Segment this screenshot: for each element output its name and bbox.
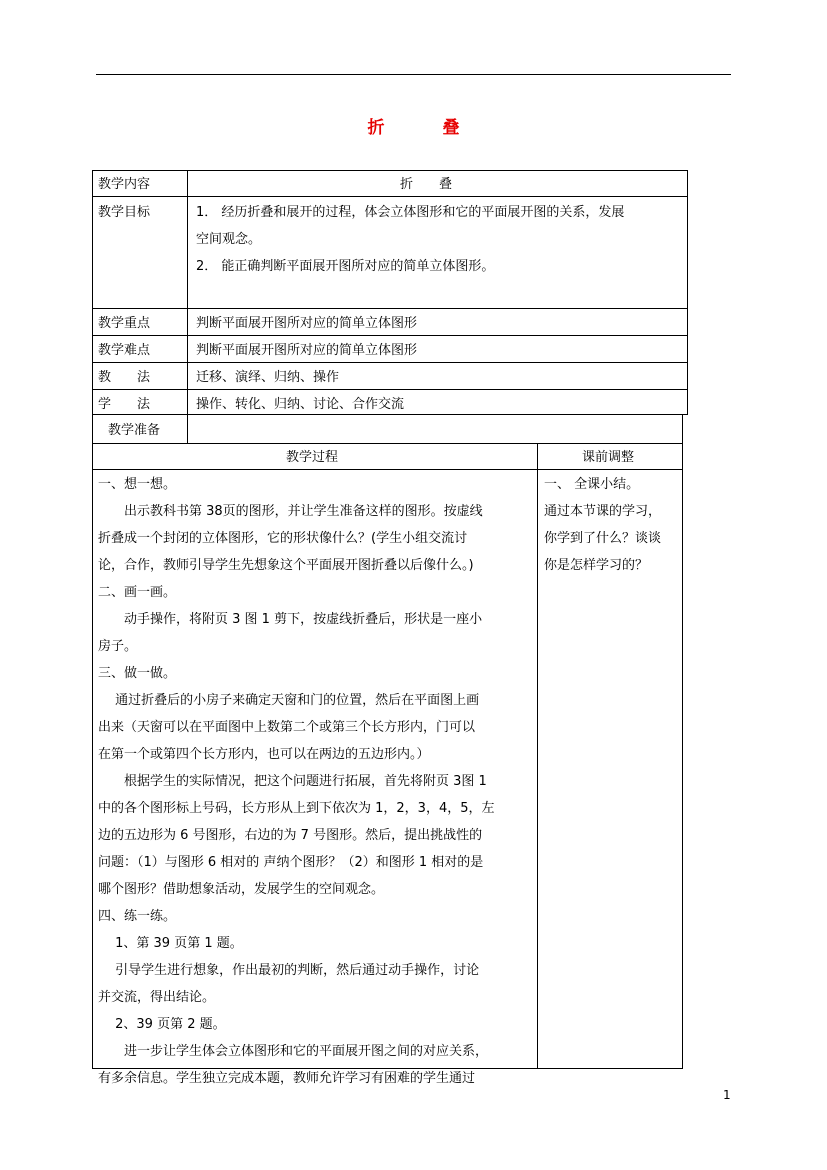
key-value: 判断平面展开图所对应的简单立体图形	[196, 316, 418, 331]
process-line: 折叠成一个封闭的立体图形，它的形状像什么？(学生小组交流讨	[98, 531, 468, 546]
difficulty-label: 教学难点	[98, 343, 151, 358]
process-line: 出示教科书第 38页的图形，并让学生准备这样的图形。按虚线	[98, 504, 483, 519]
title-char-2: 叠	[442, 118, 460, 138]
process-body	[98, 471, 534, 1092]
prep-row	[92, 415, 683, 443]
row-divider	[92, 308, 688, 309]
content-value: 折 叠	[400, 177, 453, 192]
adjust-line: 你是怎样学习的？	[544, 558, 649, 573]
key-label: 教学重点	[98, 316, 151, 331]
process-line: 问题：（1）与图形 6 相对的 声纳个图形？（2）和图形 1 相对的是	[98, 855, 484, 870]
process-line: 并交流，得出结论。	[98, 990, 216, 1005]
process-line: 三、做一做。	[98, 666, 177, 681]
process-line: 四、练一练。	[98, 909, 177, 924]
row-divider	[92, 196, 688, 197]
process-line: 引导学生进行想象，作出最初的判断，然后通过动手操作，讨论	[98, 963, 480, 978]
process-line: 哪个图形？借助想象活动，发展学生的空间观念。	[98, 882, 385, 897]
prep-label: 教学准备	[108, 423, 161, 438]
teaching-method-label: 教 法	[98, 370, 151, 385]
process-line: 根据学生的实际情况，把这个问题进行拓展，首先将附页 3图 1	[98, 774, 487, 789]
page-number: 1	[723, 1088, 731, 1102]
info-table-divider	[187, 170, 188, 415]
process-line: 二、画一画。	[98, 585, 177, 600]
process-line: 一、想一想。	[98, 477, 177, 492]
header-rule	[96, 74, 731, 75]
process-line: 中的各个图形标上号码，长方形从上到下依次为 1，2，3，4，5，左	[98, 801, 495, 816]
goal-line: 2． 能正确判断平面展开图所对应的简单立体图形。	[196, 259, 495, 274]
process-line: 在第一个或第四个长方形内，也可以在两边的五边形内。）	[98, 747, 430, 762]
process-table-divider	[537, 443, 538, 1069]
goals-label: 教学目标	[98, 205, 151, 220]
content-label: 教学内容	[98, 177, 151, 192]
adjust-body	[544, 471, 680, 579]
title-char-1: 折	[367, 118, 385, 138]
adjust-header: 课前调整	[582, 450, 635, 465]
adjust-line: 通过本节课的学习，	[544, 504, 662, 519]
process-line: 2、39 页第 2 题。	[98, 1017, 226, 1032]
process-line: 有多余信息。学生独立完成本题，教师允许学习有困难的学生通过	[98, 1071, 476, 1086]
row-divider	[92, 389, 688, 390]
goal-line: 空间观念。	[196, 232, 262, 247]
process-line: 进一步让学生体会立体图形和它的平面展开图之间的对应关系，	[98, 1044, 489, 1059]
process-line: 通过折叠后的小房子来确定天窗和门的位置，然后在平面图上画	[98, 693, 480, 708]
process-line: 1、第 39 页第 1 题。	[98, 936, 243, 951]
goal-line: 1． 经历折叠和展开的过程，体会立体图形和它的平面展开图的关系，发展	[196, 205, 625, 220]
process-line: 出来（天窗可以在平面图中上数第二个或第三个长方形内，门可以	[98, 720, 476, 735]
process-header: 教学过程	[286, 450, 339, 465]
learning-method-label: 学 法	[98, 397, 151, 412]
process-line: 边的五边形为 6 号图形，右边的为 7 号图形。然后，提出挑战性的	[98, 828, 483, 843]
learning-method-value: 操作、转化、归纳、讨论、合作交流	[196, 397, 405, 412]
page-title	[0, 113, 827, 138]
process-line: 动手操作，将附页 3 图 1 剪下，按虚线折叠后，形状是一座小	[98, 612, 483, 627]
process-line: 论，合作，教师引导学生先想象这个平面展开图折叠以后像什么。)	[98, 558, 474, 573]
adjust-line: 你学到了什么？谈谈	[544, 531, 662, 546]
prep-divider	[187, 415, 188, 443]
adjust-line: 一、 全课小结。	[544, 477, 640, 492]
teaching-method-value: 迁移、演绎、归纳、操作	[196, 370, 340, 385]
process-line: 房子。	[98, 639, 138, 654]
difficulty-value: 判断平面展开图所对应的简单立体图形	[196, 343, 418, 358]
